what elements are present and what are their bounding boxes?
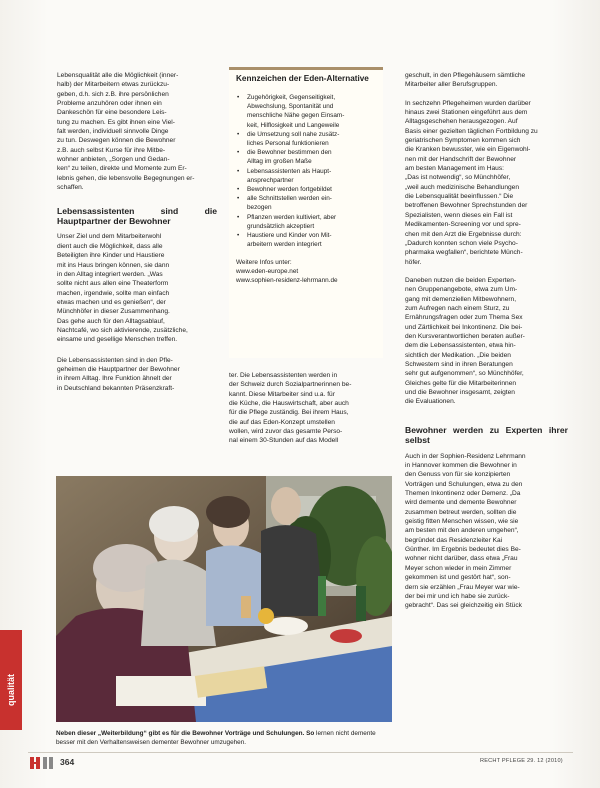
list-item: • die Bewohner bestimmen den Alltag im großen Maße [243,148,378,166]
subheading-bewohner: Bewohner werden zu Experten ihrer selbst [405,424,568,445]
page-number: 364 [60,757,75,767]
paragraph: Lebensqualität alle die Möglichkeit (inner- halb) der Mitarbeitern etwas zurückzu- geben, d.h. sich z.B. ihre persönlichen Probleme anzuhören oder ihnen ein Dankeschön für eine besondere Leis- tung zu machen. Es gibt ihnen eine Viel- falt werden, individuell sinnvolle Dinge zu tun. Deswegen können die Bewohner z.B. auch selbst Kurse für ihre Mitbe- wohner anbieten, „Sorgen und Gedan- ken“ zu teilen, direkte und Momente zum Er- lebnis gehen, die lebensvolle Begegnungen er- schaffen. [57,72,195,192]
footer-issue: RECHT PFLEGE 29. 12 (2010) [480,758,563,764]
paragraph: In sechzehn Pflegeheimen wurden darüber hinaus zwei Stationen eingeführt aus dem Alltagsgeschehen herausgezogen. Auf Basis einer gezielten täglichen Fortbildung zu geriatrischen Symptomen kommen sich die Kranken bewusster, wie ein Eigenwohl- nen mit der Handschrift der Bewohner am besten Management im Haus: „Das ist notwendig“, so Münchhöfer, „weil auch medizinische Behandlungen die Lebensqualität beeinflussen.“ Die betroffenen Bewohner Sprechstunden der Spezialisten, wenn dieses ein Fall ist Medikamenten-Screening vor und spre- chen mit den Arzt die Ergebnisse durch: „Dadurch konnten schon viele Psycho- pharmaka wegfallen“, berichtete Münch- höfer. [405,99,538,266]
paragraph: Daneben nutzen die beiden Experten- nen Gruppenangebote, etwa zum Um- gang mit demenziellen Mitbewohnern, zum Aufregen nach einem Sturz, zu Ernährungsfragen oder zum Thema Sex und Zärtlichkeit bei Inkontinenz. Die bei- den Kursverantwortlichen beraten außer- dem die Lebensassistenten, etwa hin- sichtlich der Medikation. „Die beiden Schwestern sind in ihren Beratungen sehr gut aufgenommen“, so Münchhöfer, Gleiches gelte für die Mitarbeiterinnen und die Bewohner insgesamt, zeigten die Evaluationen. [405,276,525,406]
column-right [405,71,568,611]
paragraph: geschult, in den Pflegehäusern sämtliche Mitarbeiter aller Berufsgruppen. [405,72,526,89]
subheading-lebensassistenten: Lebensassistenten sind die Hauptpartner der Bewohner [57,206,217,227]
photo-caption [56,730,392,747]
paragraph: Die Lebensassistenten sind in den Pfle- geheimen die Hauptpartner der Bewohner in ihrem Alltag. Ihre Funktion ähnelt der in Deutschland bekannten Präsenzkraft- [57,356,180,392]
list-item: • Haustiere und Kinder von Mit- arbeitern werden integriert [243,231,378,249]
caption-text: lernen nicht demente besser mit den Verhaltensweisen dementer Bewohner umzugehen. [56,730,376,746]
info-box-links: Weitere Infos unter: www.eden-europe.net www.sophien-residenz-lehrmann.de [236,259,338,285]
list-item: • Zugehörigkeit, Gegenseitigkeit, Abwechslung, Spontanität und menschliche Nähe gegen Einsam- keit, Hilflosigkeit und Langeweile [243,93,378,130]
paragraph: Unser Ziel und dem Mitarbeiterwohl dient auch die Möglichkeit, dass alle Beteiligten ihre Kinder und Haustiere mit ins Haus bringen können, sie dann in den Alltag integriert werden. „Was sollte nicht aus allen eine Theaterform machen, irgendwie, sollte man einfach etwas machen und es genießen“, der Münchhöfer in dieser Zusammenhang. Das gehe auch für den Alltagsablauf, Nachtcafé, wo sich aktivierende, zusätzliche, einsame und gesellige Menschen treffen. [57,233,188,344]
section-tab [0,630,22,730]
photo-illustration [56,476,392,722]
list-item: • Bewohner werden fortgebildet [243,185,378,194]
paragraph: Auch in der Sophien-Residenz Lehrmann in Hannover kommen die Bewohner in den Genuss von für sie konzipierten Vorträgen und Schulungen, etwa zu den Themen Inkontinenz oder Demenz. „Da wird demente und demente Bewohner zusammen betreut werden, sollten die geistig fitten Menschen wissen, wie sie am besten mit den anderen umgehen“, begründet das Residenzleiter Kai Günther. Im Ergebnis bedeutet dies Be- wohner nicht darüber, dass etwa „Frau Meyer schon wieder in mein Zimmer gekommen ist und gestört hat“, son- dern sie erzählen „Frau Meyer war wie- der bei mir und ich habe sie zurück- gebracht“. Das sei gleichzeitig ein Stück [405,452,526,610]
section-tab-label: qualität [6,673,16,706]
list-item: • die Umsetzung soll nahe zusätz- liches Personal funktionieren [243,130,378,148]
photo-residents-at-table [56,476,392,722]
list-item: • alle Schnittstellen werden ein- bezogen [243,194,378,212]
list-item: • Pflanzen werden kultiviert, aber grundsätzlich akzeptiert [243,213,378,231]
paragraph: ter. Die Lebensassistenten werden in der Schweiz durch Sozialpartnerinnen be- kannt. Diese Mitarbeiter sind u.a. für die Küche, die Hauswirtschaft, aber auch für die Pflege zuständig. Bei ihrem Haus, die auf das Eden-Konzept umstellen wollen, wird zuvor das gesamte Perso- nal einem 30-Stunden auf das Modell [229,372,352,445]
info-box-list [236,93,378,249]
caption-bold: Neben dieser „Weiterbildung“ gibt es für die Bewohner Vorträge und Schulungen. So [56,730,315,737]
column-middle [229,371,383,446]
list-item: • Lebensassistenten als Haupt- ansprechpartner [243,167,378,185]
info-box-eden-alternative [229,67,383,358]
footer-divider [28,752,573,753]
magazine-logo-icon [30,757,56,769]
column-left [57,71,217,393]
info-box-title: Kennzeichen der Eden-Alternative [236,74,369,83]
